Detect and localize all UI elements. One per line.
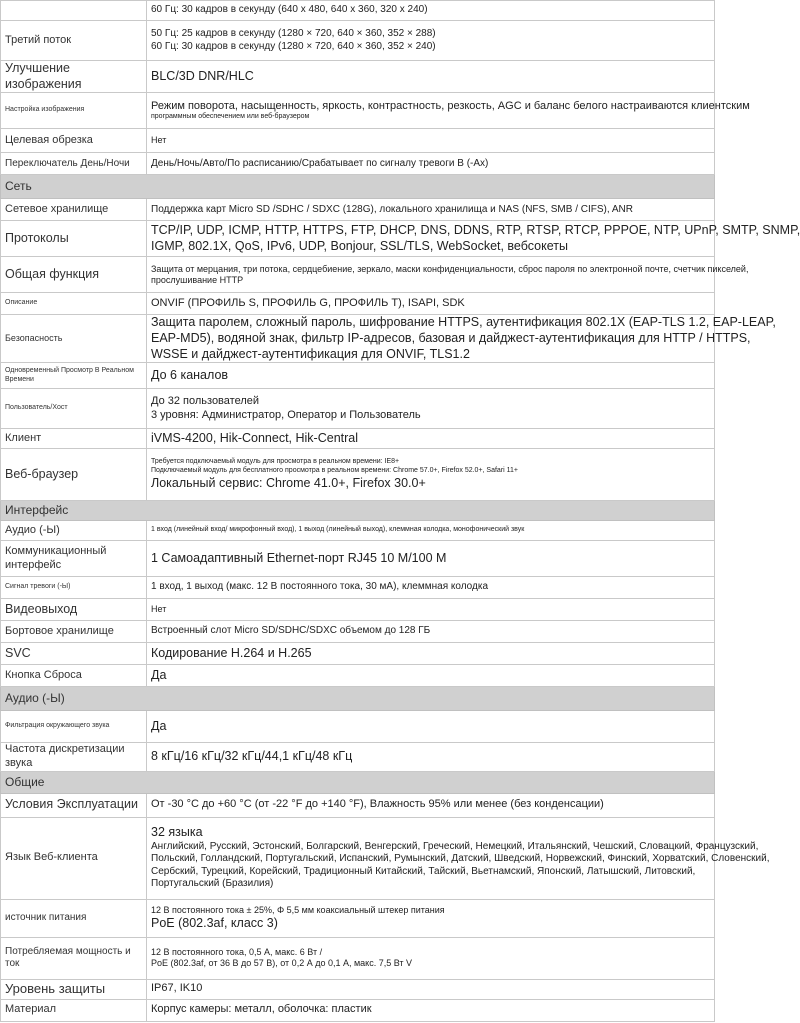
spec-value-line: До 6 каналов: [151, 367, 229, 382]
spec-value: [147, 61, 715, 93]
spec-value-line: IP67, IK10: [151, 982, 203, 995]
spec-key: Веб-браузер: [1, 449, 147, 501]
spec-value: [147, 643, 715, 665]
spec-row: [1, 999, 715, 1021]
spec-row: [1, 743, 715, 772]
spec-value: [147, 199, 715, 221]
spec-row: [1, 711, 715, 743]
spec-value: [147, 21, 715, 61]
spec-value-line: Португальский (Бразилия): [151, 878, 274, 890]
section-header: [1, 501, 715, 521]
spec-value-line: IGMP, 802.1X, QoS, IPv6, UDP, Bonjour, SSL/TLS, WebSocket, вебсокеты: [151, 238, 568, 253]
spec-key: Целевая обрезка: [1, 129, 147, 153]
spec-value-line: Английский, Русский, Эстонский, Болгарский, Венгерский, Греческий, Немецкий, Итальянский, Чешский, Словацкий, Французский,: [151, 840, 759, 852]
spec-value: [147, 429, 715, 449]
spec-row: [1, 599, 715, 621]
spec-value-line: прослушивание HTTP: [151, 274, 244, 285]
spec-value: [147, 293, 715, 315]
spec-key: Пользователь/Хост: [1, 389, 147, 429]
spec-row: [1, 643, 715, 665]
spec-row: [1, 315, 715, 363]
spec-row: [1, 937, 715, 979]
spec-row: [1, 577, 715, 599]
spec-value-line: 32 языка: [151, 825, 203, 840]
spec-value: [147, 743, 715, 772]
spec-value-line: iVMS-4200, Hik-Connect, Hik-Central: [151, 430, 359, 445]
spec-row: [1, 429, 715, 449]
section-title: Интерфейс: [1, 501, 715, 521]
spec-key: Коммуникационный интерфейс: [1, 541, 147, 577]
spec-row: [1, 793, 715, 817]
spec-value: [147, 93, 750, 129]
spec-key: Язык Веб-клиента: [1, 817, 147, 899]
spec-row: [1, 1, 715, 21]
spec-key: Кнопка Сброса: [1, 665, 147, 687]
spec-value: [147, 711, 715, 743]
spec-key: Сигнал тревоги (-Ы): [1, 577, 147, 599]
spec-value-line: BLC/3D DNR/HLC: [151, 68, 254, 83]
spec-value: [147, 665, 715, 687]
spec-value: [147, 257, 749, 293]
spec-key: Частота дискретизации звука: [1, 743, 147, 772]
spec-key: Одновременный Просмотр В Реальном Времени: [1, 363, 147, 389]
spec-key: Протоколы: [1, 221, 147, 257]
spec-row: [1, 521, 715, 541]
spec-value: [147, 541, 715, 577]
section-header: [1, 687, 715, 711]
spec-row: [1, 665, 715, 687]
spec-value-line: Встроенный слот Micro SD/SDHC/SDXC объемом до 128 ГБ: [151, 625, 431, 637]
spec-key: Фильтрация окружающего звука: [1, 711, 147, 743]
spec-value-line: Да: [151, 667, 167, 682]
spec-key: Сетевое хранилище: [1, 199, 147, 221]
spec-value-line: 1 Самоадаптивный Ethernet-порт RJ45 10 M/100 M: [151, 550, 447, 565]
spec-value-line: PoE (802.3af, класс 3): [151, 915, 278, 930]
spec-value-line: Поддержка карт Micro SD /SDHC / SDXC (128G), локального хранилища и NAS (NFS, SMB / CIFS), ANR: [151, 203, 633, 215]
spec-row: [1, 979, 715, 999]
spec-key: SVC: [1, 643, 147, 665]
spec-key: Клиент: [1, 429, 147, 449]
spec-key: [1, 1, 147, 21]
spec-row: [1, 449, 715, 501]
spec-row: [1, 93, 715, 129]
spec-value-line: 12 В постоянного тока ± 25%, Φ 5,5 мм коаксиальный штекер питания: [151, 904, 445, 915]
spec-key: Аудио (-Ы): [1, 521, 147, 541]
spec-key: Бортовое хранилище: [1, 621, 147, 643]
spec-value: [147, 221, 800, 257]
section-title: Сеть: [1, 175, 715, 199]
spec-value-line: Да: [151, 718, 167, 733]
section-title: Общие: [1, 771, 715, 793]
spec-value: [147, 389, 715, 429]
spec-key: Описание: [1, 293, 147, 315]
spec-row: [1, 363, 715, 389]
spec-value-line: Защита от мерцания, три потока, сердцебиение, зеркало, маски конфиденциальности, сброс пароля по электронной почте, счетчик пикселей,: [151, 263, 749, 274]
spec-value-line: 50 Гц: 25 кадров в секунду (1280 × 720, 640 × 360, 352 × 288): [151, 28, 436, 39]
spec-row: [1, 541, 715, 577]
spec-value-line: 60 Гц: 30 кадров в секунду (1280 × 720, 640 × 360, 352 × 240): [151, 40, 436, 52]
spec-value-line: 60 Гц: 30 кадров в секунду (640 x 480, 640 x 360, 320 x 240): [151, 4, 428, 16]
spec-value: [147, 315, 776, 363]
spec-value-line: 12 В постоянного тока, 0,5 А, макс. 6 Вт /: [151, 946, 323, 957]
spec-value: [147, 899, 715, 937]
spec-value-line: Корпус камеры: металл, оболочка: пластик: [151, 1003, 372, 1016]
spec-value-line: Локальный сервис: Chrome 41.0+, Firefox 30.0+: [151, 475, 426, 490]
spec-key: Переключатель День/Ночи: [1, 153, 147, 175]
spec-value-line: TCP/IP, UDP, ICMP, HTTP, HTTPS, FTP, DHCP, DNS, DDNS, RTP, RTSP, RTCP, PPPOE, NTP, UPnP, SMTP, SNMP,: [151, 223, 800, 238]
spec-table-body: [1, 1, 800, 1022]
spec-key: Третий поток: [1, 21, 147, 61]
spec-value-line: Подключаемый модуль для бесплатного просмотра в реальном времени: Chrome 57.0+, Firefox 52.0+, Safari 11+: [151, 466, 519, 474]
spec-key: Настройка изображения: [1, 93, 147, 129]
spec-value-line: WSSE и дайджест-аутентификация для ONVIF, TLS1.2: [151, 346, 470, 361]
spec-key: Видеовыход: [1, 599, 147, 621]
spec-value-line: Кодирование H.264 и H.265: [151, 645, 312, 660]
spec-row: [1, 129, 715, 153]
spec-row: [1, 199, 715, 221]
spec-value: [147, 153, 715, 175]
spec-key: Потребляемая мощность и ток: [1, 937, 147, 979]
spec-key: источник питания: [1, 899, 147, 937]
spec-value-line: От -30 °C до +60 °C (от -22 °F до +140 °F), Влажность 95% или менее (без конденсации): [151, 798, 604, 811]
spec-row: [1, 61, 715, 93]
spec-value: [147, 577, 715, 599]
spec-value-line: программным обеспечением или веб-браузером: [151, 113, 310, 121]
spec-value: [147, 599, 715, 621]
spec-row: [1, 621, 715, 643]
spec-value-line: 3 уровня: Администратор, Оператор и Пользователь: [151, 408, 421, 421]
spec-key: Уровень защиты: [1, 979, 147, 999]
spec-row: [1, 389, 715, 429]
spec-value-line: Защита паролем, сложный пароль, шифрование HTTPS, аутентификация 802.1X (EAP-TLS 1.2, EAP-LEAP,: [151, 315, 776, 330]
spec-key: Улучшение изображения: [1, 61, 147, 93]
spec-key: Материал: [1, 999, 147, 1021]
spec-value-line: 1 вход, 1 выход (макс. 12 В постоянного тока, 30 мА), клеммная колодка: [151, 581, 489, 593]
section-header: [1, 175, 715, 199]
spec-value: [147, 363, 715, 389]
spec-value-line: Нет: [151, 135, 167, 146]
spec-value: [147, 793, 715, 817]
spec-value: [147, 129, 715, 153]
spec-value-line: ONVIF (ПРОФИЛЬ S, ПРОФИЛЬ G, ПРОФИЛЬ T), ISAPI, SDK: [151, 296, 465, 309]
spec-value-line: Сербский, Турецкий, Корейский, Традиционный Китайский, Тайский, Вьетнамский, Японский, Латышский, Литовский,: [151, 865, 696, 877]
spec-value-line: Польский, Голландский, Португальский, Испанский, Румынский, Датский, Шведский, Норвежский, Финский, Хорватский, Словенский,: [151, 853, 770, 865]
spec-value-line: Требуется подключаемый модуль для просмотра в реальном времени: IE8+: [151, 458, 400, 466]
spec-value: [147, 449, 715, 501]
section-header: [1, 771, 715, 793]
spec-value: [147, 1, 715, 21]
spec-row: [1, 899, 715, 937]
spec-value: [147, 621, 715, 643]
spec-key: Безопасность: [1, 315, 147, 363]
spec-value: [147, 999, 715, 1021]
spec-value-line: 8 кГц/16 кГц/32 кГц/44,1 кГц/48 кГц: [151, 749, 353, 764]
spec-value-line: PoE (802.3af, от 36 В до 57 В), от 0,2 А до 0,1 А, макс. 7,5 Вт V: [151, 958, 413, 969]
spec-row: [1, 257, 715, 293]
spec-value-line: День/Ночь/Авто/По расписанию/Срабатывает по сигналу тревоги В (-Ах): [151, 157, 489, 169]
spec-value-line: До 32 пользователей: [151, 394, 260, 407]
section-title: Аудио (-Ы): [1, 687, 715, 711]
spec-row: [1, 221, 715, 257]
spec-value-line: EAP-MD5), водяной знак, фильтр IP-адресов, базовая и дайджест-аутентификация для HTTP / HTTPS,: [151, 330, 751, 345]
spec-value-line: Нет: [151, 604, 167, 614]
spec-row: [1, 817, 715, 899]
spec-value: [147, 521, 715, 541]
spec-key: Условия Эксплуатации: [1, 793, 147, 817]
spec-row: [1, 293, 715, 315]
spec-value-line: 1 вход (линейный вход/ микрофонный вход), 1 выход (линейный выход), клеммная колодка, монофонический звук: [151, 526, 525, 534]
spec-row: [1, 21, 715, 61]
spec-key: Общая функция: [1, 257, 147, 293]
spec-value: [147, 979, 715, 999]
spec-value-line: Режим поворота, насыщенность, яркость, контрастность, резкость, AGC и баланс белого настраиваются клиентским: [151, 99, 750, 112]
spec-row: [1, 153, 715, 175]
spec-value: [147, 817, 770, 899]
spec-value: [147, 937, 715, 979]
